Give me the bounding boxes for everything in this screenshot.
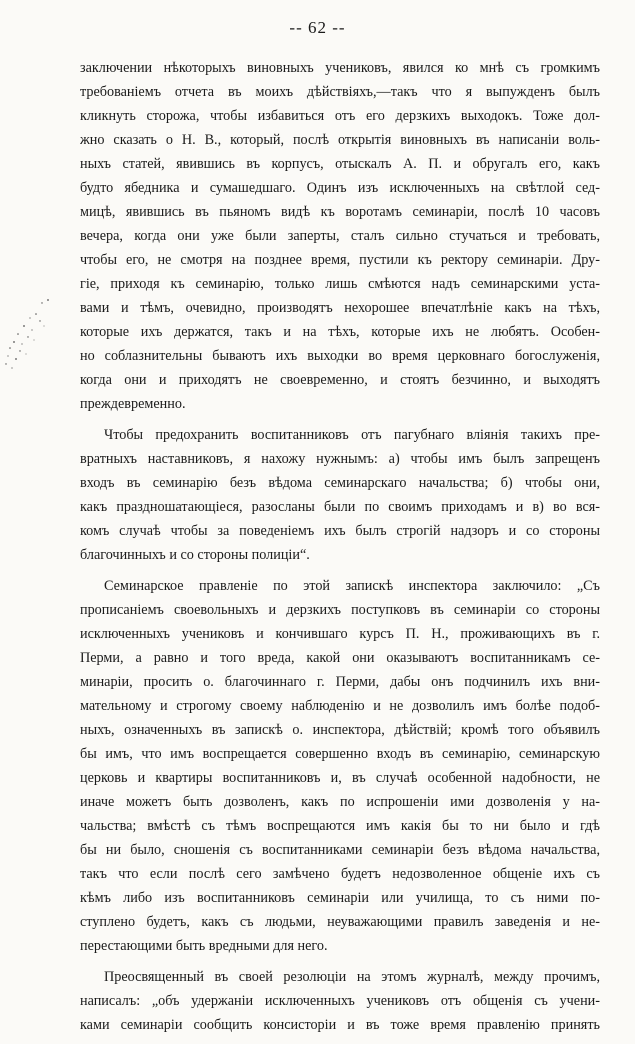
text-line: ныхъ, означенныхъ въ запискѣ о. инспектора, дѣйствій; кромѣ того объявилъ [80, 722, 600, 738]
text-line: но соблазнительны бываютъ ихъ выходки во время церковнаго богослуженія, [80, 348, 600, 364]
text-line: гіе, приходя къ семинарію, только лишь смѣются надъ семинарскими уста- [80, 276, 600, 292]
text-line: заключении нѣкоторыхъ виновныхъ учениковъ, явился ко мнѣ съ громкимъ [80, 60, 600, 76]
text-line: Преосвященный въ своей резолюціи на этомъ журналѣ, между прочимъ, [104, 969, 600, 985]
text-line: вратныхъ наставниковъ, я нахожу нужнымъ: а) чтобы имъ былъ запрещенъ [80, 451, 600, 467]
text-line: которые ихъ держатся, такъ и на тѣхъ, которые ихъ не любятъ. Особен- [80, 324, 600, 340]
text-line: Семинарское правленіе по этой запискѣ инспектора заключило: „Съ [104, 578, 600, 594]
text-line: написалъ: „объ удержаніи исключенныхъ учениковъ отъ общенія съ учени- [80, 993, 600, 1009]
text-line: какъ праздношатающіеся, разосланы были по своимъ приходамъ и в) во вся- [80, 499, 600, 515]
text-line: ками семинаріи сообщить консисторіи и въ тоже время правленію принять [80, 1017, 600, 1033]
text-line: вечера, когда они уже были заперты, сталъ сильно стучаться и требовать, [80, 228, 600, 244]
text-line: когда они и приходятъ не своевременно, и стоятъ безчинно, и выходятъ [80, 372, 600, 388]
text-line: Чтобы предохранить воспитанниковъ отъ пагубнаго вліянія такихъ пре- [104, 427, 600, 443]
margin-ink-specks [2, 296, 54, 386]
text-line: чтобы его, не смотря на позднее время, пустили къ ректору семинаріи. Дру- [80, 252, 600, 268]
text-line: бы ни было, сношенія съ воспитанниками семинаріи безъ вѣдома начальства, [80, 842, 600, 858]
page-number: -- 62 -- [289, 18, 346, 37]
text-line: Перми, а равно и того вреда, какой они оказываютъ воспитанникамъ се- [80, 650, 600, 666]
text-line: прописаніемъ своевольныхъ и дерзкихъ поступковъ въ семинаріи со стороны [80, 602, 600, 618]
text-line: жно сказать о Н. В., который, послѣ открытія виновныхъ въ написаніи воль- [80, 132, 600, 148]
text-line: кѣмъ либо изъ воспитанниковъ семинаріи или училища, то съ ними по- [80, 890, 600, 906]
text-line: ступлено будетъ, какъ съ людьми, неуважающими правилъ заведенія и не- [80, 914, 600, 930]
text-line: чальства; вмѣстѣ съ тѣмъ воспрещаются имъ какія бы то ни было и гдѣ [80, 818, 600, 834]
text-line: кликнуть сторожа, чтобы избавиться отъ его дерзкихъ выходокъ. Тоже дол- [80, 108, 600, 124]
text-line: вами и тѣмъ, очевидно, производятъ нехорошее впечатлѣніе какъ на тѣхъ, [80, 300, 600, 316]
text-line: бы имъ, что имъ воспрещается совершенно входъ въ семинарію, семинарскую [80, 746, 600, 762]
text-line: минаріи, просить о. благочиннаго г. Перми, дабы онъ подчинилъ ихъ вни- [80, 674, 600, 690]
paragraph [80, 965, 600, 1037]
text-line: ныхъ статей, явившись въ корпусъ, отыскалъ А. П. и обругалъ его, какъ [80, 156, 600, 172]
text-line: мательному и строгому своему наблюденію и не дозволилъ имъ болѣе подоб- [80, 698, 600, 714]
text-line: иначе можетъ быть дозволенъ, какъ по испрошеніи ими дозволенія у на- [80, 794, 600, 810]
text-line: исключенныхъ учениковъ и кончившаго курсъ П. Н., проживающихъ въ г. [80, 626, 600, 642]
paragraph [80, 574, 600, 958]
text-line: такъ что если послѣ сего замѣчено будетъ недозволенное общеніе ихъ съ [80, 866, 600, 882]
text-line: благочинныхъ и со стороны полиціи“. [80, 547, 310, 563]
text-line: мицѣ, явившись въ пьяномъ видѣ къ воротамъ семинаріи, послѣ 10 часовъ [80, 204, 600, 220]
text-line: церковь и квартиры воспитанниковъ и, въ случаѣ особенной надобности, не [80, 770, 600, 786]
text-line: требованіемъ отчета въ моихъ дѣйствіяхъ,—такъ что я выпужденъ былъ [80, 84, 600, 100]
text-line: будто ябедника и сумашедшаго. Одинъ изъ исключенныхъ на свѣтлой сед- [80, 180, 600, 196]
text-line: перестающими быть вредными для него. [80, 938, 328, 954]
text-body [80, 56, 600, 1044]
text-line: комъ случаѣ чтобы за поведеніемъ ихъ былъ строгій надзоръ и со стороны [80, 523, 600, 539]
paragraph [80, 56, 600, 416]
text-line: входъ въ семинарію безъ вѣдома семинарскаго начальства; б) чтобы они, [80, 475, 600, 491]
paragraph [80, 423, 600, 567]
text-line: преждевременно. [80, 396, 186, 412]
